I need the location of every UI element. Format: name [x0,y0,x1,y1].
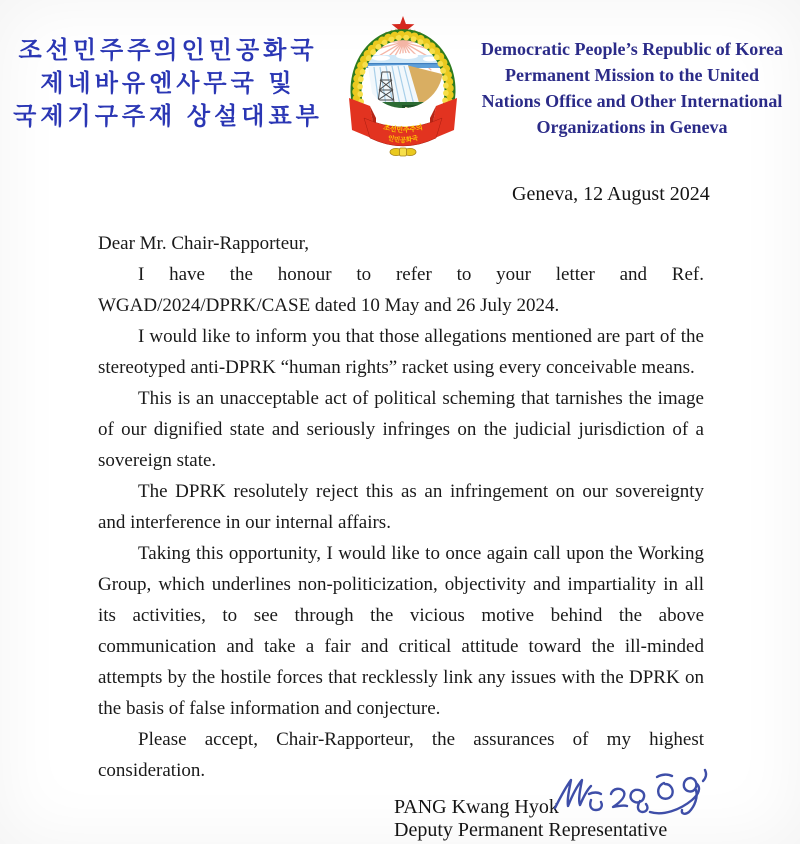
body-paragraph: Taking this opportunity, I would like to once again call upon the Working Group, which underlines non-politicization, objectivity and impartiality in all its activities, to see through the vicious motive behind the above communication and take a fair and critical attitude toward the ill-minded attempts by the hostile forces that recklessly link any issues with the DPRK on the basis of false information and conjecture. [98,543,704,719]
body-paragraph: I have the honour to refer to your letter and Ref. WGAD/2024/DPRK/CASE dated 10 May and 26 July 2024. [98,264,704,316]
svg-text:조선민주주의 [382,122,423,134]
handwritten-signature [545,750,720,830]
emblem-ribbon-text-top: 조선민주주의 [382,124,424,135]
body-paragraph: I would like to inform you that those allegations mentioned are part of the stereotyped anti-DPRK “human rights” racket using every conceivable means. [98,326,704,378]
signoff-title: Deputy Permanent Representative [394,819,668,841]
emblem-ribbon-text-bottom: 인민공화국 [387,134,419,144]
body-paragraph: This is an unacceptable act of political scheming that tarnishes the image of our dignified state and seriously infringes on the judicial jurisdiction of a sovereign state. [98,388,704,471]
mission-title-line: Organizations in Geneva [536,117,728,137]
dateline: Geneva, 12 August 2024 [512,183,710,205]
mission-title-line: Democratic People’s Republic of Korea [481,39,783,59]
mission-title-line: Nations Office and Other International [481,91,783,111]
korean-office-line: 국제기구주재 상설대표부 [13,103,323,130]
mission-title-line: Permanent Mission to the United [505,65,759,85]
body-paragraph: The DPRK resolutely reject this as an infringement on our sovereignty and interference in our internal affairs. [98,481,704,533]
dprk-national-emblem-graphic [346,6,460,162]
letter-body [98,228,704,786]
korean-office-line: 조선민주주의인민공화국 [18,37,318,64]
salutation: Dear Mr. Chair-Rapporteur, [98,233,309,254]
korean-office-block [8,34,328,133]
dprk-national-emblem [346,6,460,162]
mission-title-block [468,36,796,140]
body-paragraph: Please accept, Chair-Rapporteur, the assurances of my highest consideration. [98,729,704,781]
signoff-name: PANG Kwang Hyok [394,796,559,818]
korean-office-line: 제네바유엔사무국 및 [40,70,296,97]
